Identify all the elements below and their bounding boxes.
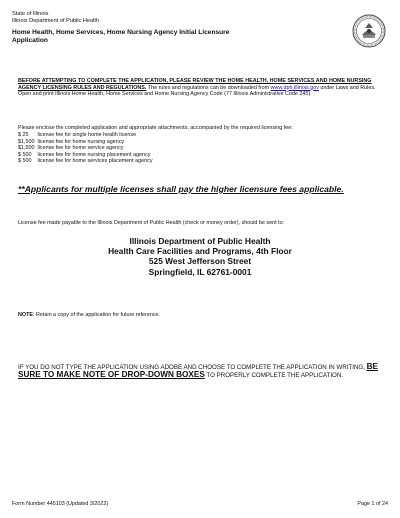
adobe-instructions [18, 363, 388, 380]
mailing-address [0, 236, 400, 277]
state-name: State of Illinois [12, 11, 49, 17]
form-number: Form Number 445103 (Updated 3/2022) [12, 501, 109, 507]
fee-description: license fee for home service agency [37, 145, 124, 152]
address-line2: Health Care Facilities and Programs, 4th Floor [108, 246, 292, 257]
adobe-text-start: IF YOU DO NOT TYPE THE APPLICATION USING ADOBE AND CHOOSE TO COMPLETE THE APPLICATION IN WRITING, [18, 364, 367, 371]
form-title-line2: Application [12, 37, 48, 44]
fee-amount: $1,500 [18, 138, 35, 145]
fee-amount: $ 25 [18, 132, 29, 139]
document-header [12, 11, 342, 45]
note-text: : Retain a copy of the application for future reference. [32, 312, 161, 318]
fee-intro: Please enclose the completed application and appropriate attachments, accompanied by the required licensing fee: [18, 125, 293, 131]
fee-description: license fee for single home health license [37, 132, 137, 139]
address-line1: Illinois Department of Public Health [129, 236, 271, 246]
form-title-line1: Home Health, Home Services, Home Nursing Agency Initial Licensure [12, 29, 230, 36]
state-seal-icon [352, 14, 386, 48]
adobe-text-end: TO PROPERLY COMPLETE THE APPLICATION. [204, 372, 344, 380]
fee-description: license fee for home nursing placement agency [37, 151, 151, 158]
rules-notice-text-after: under Laws and Rules. Open and print Illinois Home Health, Home Services and Home Nursing Agency Code (77 Illinois Administrative Code 245). [18, 84, 376, 98]
rules-notice-text: The rules and regulations can be downloaded from [146, 84, 271, 91]
fee-description: license fee for home services placement agency [37, 158, 153, 165]
address-line3: 525 West Jefferson Street [148, 256, 252, 267]
multi-license-note: **Applicants for multiple licenses shall pay the higher licensure fees applicable. [18, 184, 344, 194]
retain-copy-note [18, 312, 160, 318]
fee-description: license fee for home nursing agency [37, 138, 125, 145]
fee-list [18, 125, 384, 164]
fee-amount: $1,500 [18, 145, 35, 152]
page-number: Page 1 of 24 [357, 501, 388, 507]
department-name: Illinois Department of Public Health [12, 18, 100, 24]
fee-amount: $ 500 [18, 158, 32, 165]
dph-website-link[interactable]: www.dph.illinois.gov [270, 84, 319, 91]
rules-notice [18, 78, 384, 98]
rules-notice-bold: BEFORE ATTEMPTING TO COMPLETE THE APPLICATION, PLEASE REVIEW THE HOME HEALTH, HOME SERVICES AND HOME NURSING AGENCY LICENSING RULES AND REGULATIONS. [18, 78, 372, 91]
payable-instructions: License fee made payable to the Illinois Department of Public Health (check or money order), should be sent to: [18, 220, 285, 226]
fee-amount: $ 500 [18, 151, 32, 158]
drop-down-warning: BE SURE TO MAKE NOTE OF DROP-DOWN BOXES [18, 362, 379, 380]
fee-item [18, 158, 384, 164]
note-label: NOTE [18, 312, 33, 318]
address-line4: Springfield, IL 62761-0001 [148, 266, 252, 277]
